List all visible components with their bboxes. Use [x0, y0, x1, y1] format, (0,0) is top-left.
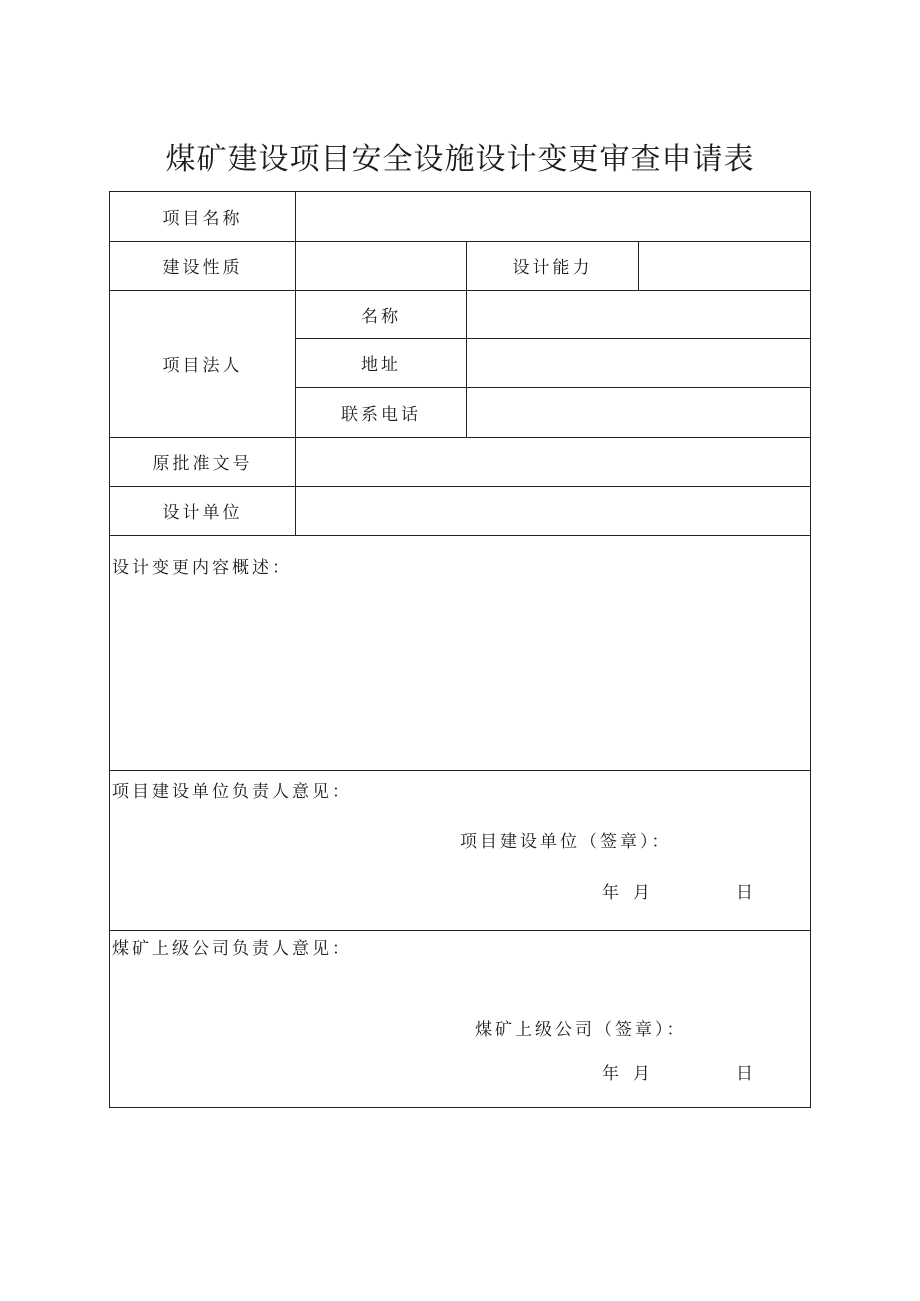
- row-divider: [110, 535, 810, 536]
- superior-company-year: 年: [602, 1064, 622, 1084]
- row-divider: [110, 770, 810, 771]
- original-approval-label: 原批准文号: [152, 454, 253, 474]
- original-approval-field[interactable]: [296, 437, 810, 486]
- row-divider: [110, 930, 810, 931]
- construction-nature-field[interactable]: [296, 241, 466, 290]
- construction-unit-seal-label: 项目建设单位（签章）：: [460, 832, 672, 852]
- application-form-table: [109, 191, 811, 1108]
- legal-person-name-field[interactable]: [467, 290, 810, 338]
- construction-unit-year: 年: [602, 883, 622, 903]
- project-name-field[interactable]: [296, 192, 810, 241]
- construction-unit-opinion-label: 项目建设单位负责人意见：: [112, 782, 352, 802]
- legal-person-address-label: 地址: [361, 355, 401, 375]
- change-summary-label: 设计变更内容概述：: [112, 558, 292, 578]
- superior-company-month: 月: [633, 1064, 653, 1084]
- legal-person-phone-label: 联系电话: [341, 404, 421, 425]
- legal-person-phone-field[interactable]: [467, 387, 810, 437]
- legal-person-label: 项目法人: [162, 356, 243, 376]
- design-capacity-label: 设计能力: [512, 258, 593, 278]
- construction-unit-day: 日: [736, 883, 756, 903]
- design-unit-label: 设计单位: [162, 503, 243, 523]
- change-summary-field[interactable]: [110, 577, 810, 769]
- legal-person-name-label: 名称: [361, 306, 401, 327]
- design-capacity-field[interactable]: [639, 241, 810, 290]
- construction-unit-month: 月: [633, 883, 653, 903]
- legal-person-address-field[interactable]: [467, 338, 810, 387]
- page-title: 煤矿建设项目安全设施设计变更审查申请表: [165, 142, 755, 177]
- superior-company-day: 日: [736, 1064, 756, 1084]
- superior-company-opinion-label: 煤矿上级公司负责人意见：: [112, 939, 352, 959]
- project-name-label: 项目名称: [162, 209, 243, 229]
- construction-nature-label: 建设性质: [162, 258, 243, 278]
- design-unit-field[interactable]: [296, 486, 810, 535]
- superior-company-seal-label: 煤矿上级公司（签章）：: [475, 1020, 687, 1040]
